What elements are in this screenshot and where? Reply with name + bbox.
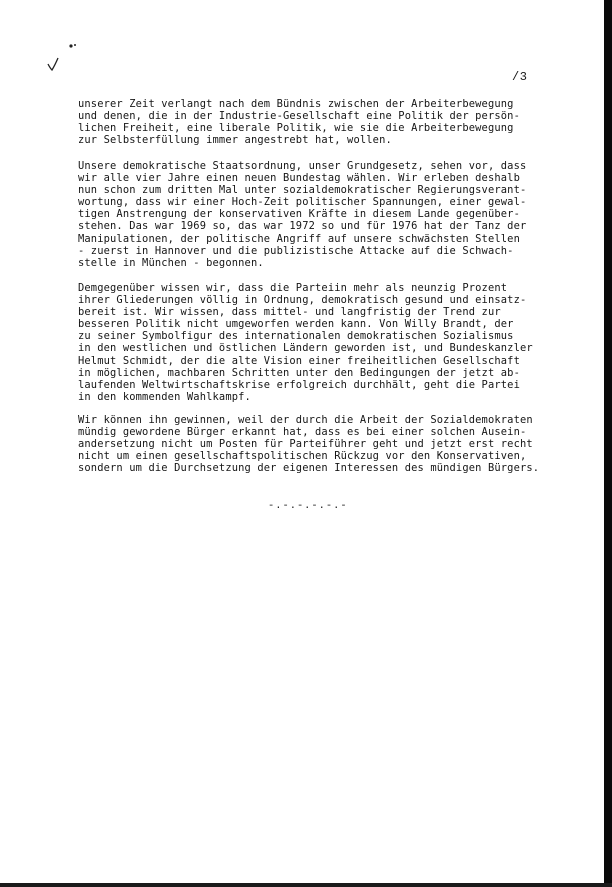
text-line: - zuerst in Hannover und die publizistische Attacke auf die Schwach- bbox=[78, 244, 514, 257]
text-line: in den kommenden Wahlkampf. bbox=[78, 390, 251, 403]
text-line: Helmut Schmidt, der die alte Vision einer freiheitlichen Gesellschaft bbox=[78, 354, 520, 367]
text-line: laufenden Weltwirtschaftskrise erfolgreich durchhält, geht die Partei bbox=[78, 378, 520, 391]
text-line: Unsere demokratische Staatsordnung, unser Grundgesetz, sehen vor, dass bbox=[78, 160, 527, 172]
text-line: unserer Zeit verlangt nach dem Bündnis zwischen der Arbeiterbewegung bbox=[78, 98, 514, 110]
text-line: stelle in München - begonnen. bbox=[78, 256, 264, 269]
text-line: in möglichen, machbaren Schritten unter den Bedingungen der jetzt ab- bbox=[78, 366, 520, 379]
paragraph-4 bbox=[78, 414, 566, 474]
text-line: ihrer Gliederungen völlig in Ordnung, demokratisch gesund und einsatz- bbox=[78, 294, 527, 307]
paragraph-3 bbox=[78, 282, 566, 403]
text-line: mündig gewordene Bürger erkannt hat, dass es bei einer solchen Ausein- bbox=[78, 426, 527, 439]
text-line: wortung, dass wir einer Hoch-Zeit politischer Spannungen, einer gewal- bbox=[78, 196, 527, 209]
text-line: tigen Anstrengung der konservativen Kräfte in diesem Lande gegenüber- bbox=[78, 208, 520, 221]
text-line: und denen, die in der Industrie-Gesellschaft eine Politik der persön- bbox=[78, 110, 520, 123]
text-line: in den westlichen und östlichen Ländern geworden ist, und Bundeskanzler bbox=[78, 342, 533, 355]
text-line: stehen. Das war 1969 so, das war 1972 so und für 1976 hat der Tanz der bbox=[78, 220, 527, 233]
handwritten-check-mark bbox=[44, 38, 84, 78]
text-line: andersetzung nicht um Posten für Parteiführer geht und jetzt erst recht bbox=[78, 438, 533, 451]
text-line: Wir können ihn gewinnen, weil der durch die Arbeit der Sozialdemokraten bbox=[78, 414, 533, 426]
text-line: zu seiner Symbolfigur des internationalen demokratischen Sozialismus bbox=[78, 330, 514, 343]
paragraph-1 bbox=[78, 98, 566, 146]
text-line: sondern um die Durchsetzung der eigenen Interessen des mündigen Bürgers. bbox=[78, 462, 540, 475]
text-line: lichen Freiheit, eine liberale Politik, wie sie die Arbeiterbewegung bbox=[78, 122, 514, 135]
closing-separator: -.-.-.-.-.- bbox=[268, 500, 348, 512]
text-line: besseren Politik nicht umgeworfen werden kann. Von Willy Brandt, der bbox=[78, 318, 514, 331]
page-number: /3 bbox=[512, 70, 528, 84]
text-line: Demgegenüber wissen wir, dass die Parteiin mehr als neunzig Prozent bbox=[78, 282, 508, 294]
text-line: bereit ist. Wir wissen, dass mittel- und langfristig der Trend zur bbox=[78, 306, 501, 319]
paragraph-2 bbox=[78, 160, 566, 269]
scan-border-bottom bbox=[0, 883, 612, 887]
scan-border-right bbox=[604, 0, 612, 887]
text-line: wir alle vier Jahre einen neuen Bundestag wählen. Wir erleben deshalb bbox=[78, 172, 520, 185]
text-line: Manipulationen, der politische Angriff auf unsere schwächsten Stellen bbox=[78, 232, 520, 245]
text-line: zur Selbsterfüllung immer angestrebt hat, wollen. bbox=[78, 134, 392, 147]
text-line: nicht um einen gesellschaftspolitischen Rückzug vor den Konservativen, bbox=[78, 450, 527, 463]
text-line: nun schon zum dritten Mal unter sozialdemokratischer Regierungsverant- bbox=[78, 184, 527, 197]
